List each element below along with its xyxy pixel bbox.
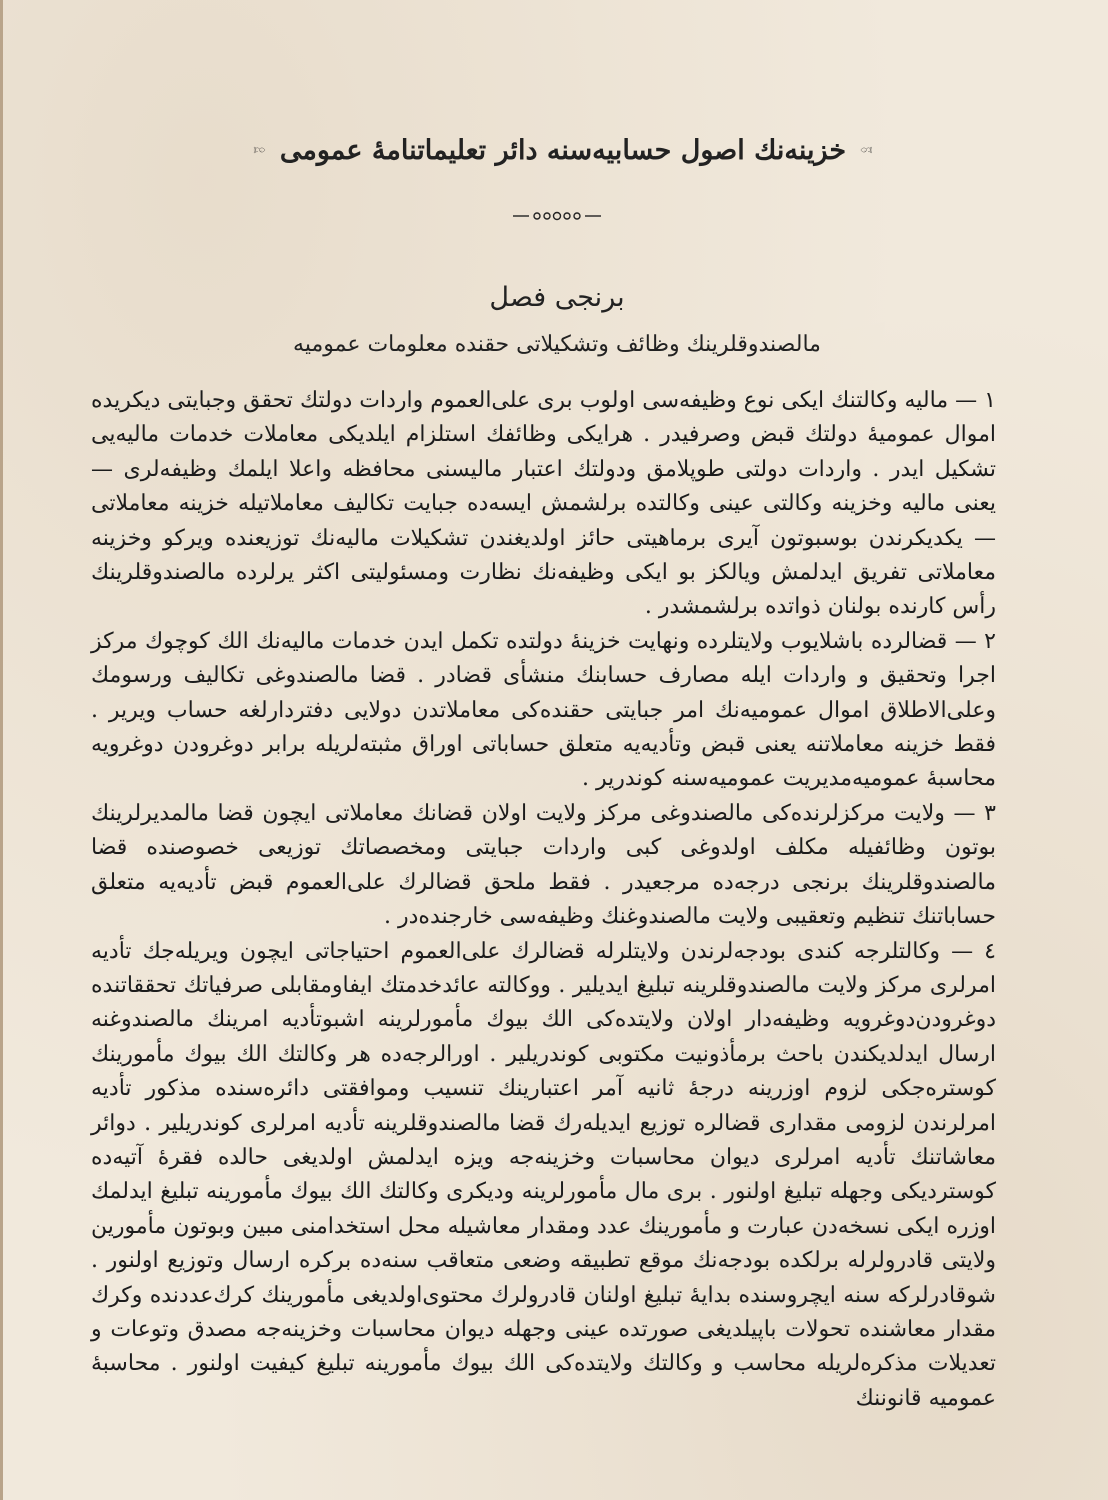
paragraph-1: ۱ — مالیه وكالتنك ایكی نوع وظیفه‌سی اولوب بری علی‌العموم واردات دولتك تحقق وجبایتی دیكریده اموال عمومیهٔ دولتك قبض وصرفیدر . هرایكی وظائفك استلزام ایلدیكی معاملات خدمات مالیه‌یی تشكیل ایدر . واردات دولتی طوپلامق ودولتك اعتبار مالیسنی محافظه واعلا ایلمك وظیفه‌لری — یعنی مالیه وخزینه وكالتی عینی وكالتده برلشمش ایسه‌ده جبایت تكالیف معاملاتیله خزینه معاملاتی — یكدیكرندن بوسبوتون آیری برماهیتی حائز اولدیغندن تشكیلات مالیه‌نك توزیعنده ویركو وخزینه معاملاتی تفریق ایدلمش ویالكز بو ایكی وظیفه‌نك نظارت ومسئولیتی اكثر یرلرده مالصندوقلرینك رأس كارنده بولنان ذواتده برلشمشدر . — [91, 388, 996, 620]
paragraph-4: ٤ — وكالتلرجه كندی بودجه‌لرندن ولایتلرله قضالرك علی‌العموم احتیاجاتی ایچون ویریله‌جك تأدیه امرلری مركز ولایت مالصندوقلرینه تبلیغ ایدیلیر . ووكالته عائدخدمتك ایفاومقابلی صرفیاتك تحققاتنده دوغرودن‌دوغرویه وظیفه‌دار اولان ولایتده‌كی الك بیوك مأمورلرینه اشبوتأدیه امرینك مالصندوغنه ارسال ایدلدیكندن باحث برمأذونیت مكتوبی كوندریلیر . اورالرجه‌ده هر وكالتك الك بیوك مأمورینك كوستره‌جكی لزوم اوزرینه درجهٔ ثانیه آمر اعتبارینك تنسیب وموافقتی دائره‌سنده مذكور تأدیه امرلرندن لزومی مقداری قضالره توزیع ایدیله‌رك قضا مالصندوقلرینه تأدیه امرلری كوندریلیر . دوائر معاشاتنك تأدیه امرلری دیوان محاسبات وخزینه‌جه ویزه ایدلمش اولدیغی حالده فقرهٔ آتیه‌ده كوستردیكی وجهله تبلیغ اولنور . بری مال مأمورلرینه ودیكری وكالتك الك بیوك مأمورینه تبلیغ ایدلمك اوزره ایكی نسخه‌دن عبارت و مأمورینك عدد ومقدار معاشیله محل استخدامنی مبین وبوتون مأمورین ولایتی قادرولرله برلكده بودجه‌نك موقع تطبیقه وضعی متعاقب سنه‌ده بركره ارسال وتوزیع اولنور . شوقادرلركه سنه ایچروسنده بدایهٔ تبلیغ اولنان قادرولرك محتوی‌اولدیغی مأمورینك كرك‌عددنده وكرك مقدار معاشنده تحولات باپیلدیغی صورتده عینی وجهله دیوان محاسبات وخزینه‌جه مصدق وتوعات و تعدیلات مذكره‌لریله محاسب و وكالتك ولایتده‌كی الك بیوك مأمورینه تبلیغ كیفیت اولنور . محاسبهٔ عمومیه قانوننك — [91, 938, 996, 1411]
document-title: خزینه‌نك اصول حسابیه‌سنه دائر تعلیماتنامهٔ عمومی — [279, 134, 847, 166]
ornament-left-icon — [253, 130, 266, 170]
ornamental-divider-icon — [511, 208, 603, 224]
section-subtitle: مالصندوقلرینك وظائف وتشكیلاتی حقنده معلومات عمومیه — [293, 332, 821, 357]
body-text — [91, 384, 996, 1416]
section-title: برنجی فصل — [489, 282, 625, 313]
ornament-right-icon — [860, 130, 873, 170]
paragraph-2: ۲ — قضالرده باشلایوب ولایتلرده ونهایت خزینهٔ دولتده تكمل ایدن خدمات مالیه‌نك الك كوچوك مركز اجرا وتحقیق و واردات ایله مصارف حسابنك منشأی قضادر . قضا مالصندوغی تكالیف ورسومك وعلی‌الاطلاق اموال عمومیه‌نك امر جبایتی حقنده‌كی معاملاتدن دولایی دفتردارلغه حساب ویریر . فقط خزینه معاملاتنه یعنی قبض وتأدیه‌یه متعلق حساباتی اوراق مثبته‌لریله برابر دوغرودن دوغرویه محاسبهٔ عمومیه‌مدیریت عمومیه‌سنه كوندریر . — [91, 628, 996, 792]
heading — [253, 120, 873, 180]
paragraph-3: ۳ — ولایت مركزلرنده‌كی مالصندوغی مركز ولایت اولان قضانك معاملاتی ایچون قضا مالمدیرلرینك بوتون وظائفیله مكلف اولدوغی كبی واردات جبایتی ومخصصاتك توزیعی خصوصنده قضا مالصندوقلرینك برنجی درجه‌ده مرجعیدر . فقط ملحق قضالرك علی‌العموم قبض تأدیه‌یه متعلق حساباتنك تنظیم وتعقیبی ولایت مالصندوغنك وظیفه‌سی خارجنده‌در . — [91, 800, 996, 930]
